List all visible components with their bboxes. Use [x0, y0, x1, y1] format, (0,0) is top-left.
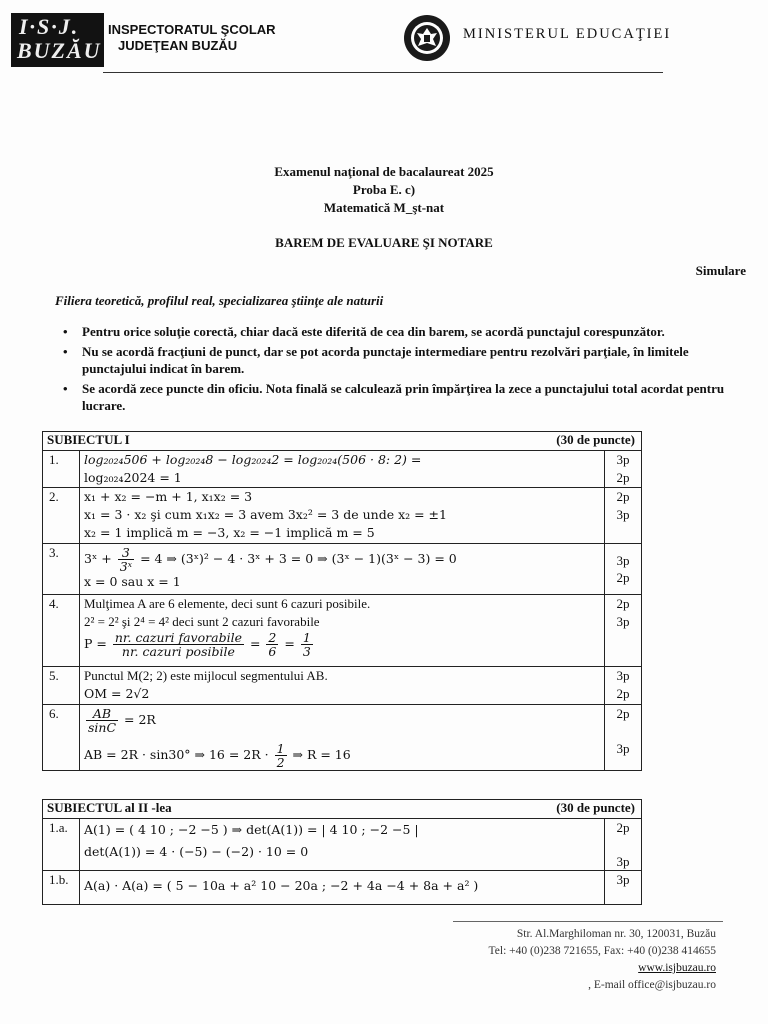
fraction-denominator: 3 — [302, 644, 311, 659]
fraction-numerator: 2 — [268, 630, 277, 645]
rules-list — [60, 323, 730, 417]
solution-part: = 2R — [124, 712, 156, 727]
table-row — [43, 871, 642, 905]
fraction-numerator: 3 — [118, 546, 134, 560]
fraction — [86, 707, 118, 734]
solution-line: log₂₀₂₄506 + log₂₀₂₄8 − log₂₀₂₄2 = log₂₀₂₄(506 · 8: 2) = — [84, 452, 422, 467]
item-points — [605, 705, 642, 771]
table-row — [43, 544, 642, 595]
fraction-denominator: sinC — [88, 720, 117, 735]
footer-phone: Tel: +40 (0)238 721655, Fax: +40 (0)238 414655 — [488, 945, 716, 957]
logo-line2: BUZĂU — [17, 38, 102, 63]
item-points — [605, 595, 642, 667]
fraction — [113, 631, 244, 658]
points-value: 2p — [616, 489, 630, 504]
solution-part: ⇒ R = 16 — [292, 747, 351, 762]
rule-item: • Se acordă zece puncte din oficiu. Nota finală se calculează prin împărţirea la zece a punctajului total acordat pentru lucrare. — [60, 380, 730, 415]
footer-website-link[interactable]: www.isjbuzau.ro — [638, 962, 716, 974]
fraction-numerator: 1 — [302, 630, 311, 645]
subject1-title: SUBIECTUL I — [47, 432, 130, 447]
points-value: 3p — [616, 452, 630, 467]
item-solution — [80, 544, 605, 595]
header-divider — [103, 72, 663, 73]
exam-proba: Proba E. c) — [352, 182, 416, 197]
points-value: 2p — [616, 470, 630, 485]
fraction — [266, 631, 278, 658]
item-number: 1. — [43, 451, 80, 488]
item-solution — [80, 595, 605, 667]
subject2-table — [42, 799, 642, 905]
inspectorat-line2: JUDEŢEAN BUZĂU — [118, 38, 238, 53]
table-row — [43, 451, 642, 488]
table-row — [43, 488, 642, 544]
solution-part: P = — [84, 636, 107, 651]
fraction-denominator: 2 — [276, 755, 285, 770]
item-number: 6. — [43, 705, 80, 771]
solution-line: 2² = 2² şi 2⁴ = 4² deci sunt 2 cazuri favorabile — [84, 614, 320, 629]
logo-line1: I·S·J. — [19, 14, 80, 39]
fraction-denominator: nr. cazuri posibile — [121, 644, 235, 659]
simulare-label: Simulare — [695, 263, 746, 278]
item-number: 1.b. — [43, 871, 80, 905]
item-number: 2. — [43, 488, 80, 544]
solution-line — [84, 705, 604, 734]
item-points — [605, 819, 642, 871]
solution-line: OM = 2√2 — [84, 686, 150, 701]
subject1-header — [43, 432, 642, 451]
solution-line — [84, 631, 604, 658]
fraction-denominator: 6 — [268, 644, 277, 659]
solution-line — [84, 734, 604, 769]
fraction — [275, 742, 287, 769]
item-points — [605, 667, 642, 705]
rule-item: • Pentru orice soluţie corectă, chiar dacă este diferită de cea din barem, se acordă punctajul corespunzător. — [60, 323, 730, 341]
item-solution — [80, 819, 605, 871]
points-value: 3p — [616, 553, 630, 568]
item-points — [605, 544, 642, 595]
solution-line: x₁ + x₂ = −m + 1, x₁x₂ = 3 — [84, 489, 253, 504]
subject1-points: (30 de puncte) — [556, 432, 635, 447]
solution-line: x₁ = 3 · x₂ şi cum x₁x₂ = 3 avem 3x₂² = 3 de unde x₂ = ±1 — [84, 507, 447, 522]
item-number: 4. — [43, 595, 80, 667]
solution-part: 3ˣ + — [84, 551, 112, 566]
subject2-points: (30 de puncte) — [556, 800, 635, 815]
inspectorat-line1: INSPECTORATUL ŞCOLAR — [108, 22, 276, 37]
solution-line: x₂ = 1 implică m = −3, x₂ = −1 implică m = 5 — [84, 525, 375, 540]
points-value: 3p — [616, 854, 630, 869]
inspectorat-name — [108, 22, 276, 54]
points-value: 3p — [616, 668, 630, 683]
fraction — [118, 546, 134, 573]
item-solution — [80, 705, 605, 771]
fraction-numerator: nr. cazuri favorabile — [114, 630, 242, 645]
points-value: 2p — [616, 686, 630, 701]
solution-line: Mulţimea A are 6 elemente, deci sunt 6 cazuri posibile. — [84, 596, 371, 611]
fraction — [301, 631, 313, 658]
item-solution — [80, 871, 605, 905]
fraction-numerator: AB — [86, 707, 118, 721]
points-value: 3p — [616, 872, 630, 887]
government-seal-icon — [403, 14, 451, 62]
isj-logo — [11, 13, 104, 67]
solution-line — [84, 544, 604, 573]
footer-divider — [453, 921, 723, 922]
solution-part: = — [284, 636, 295, 651]
footer-contact — [416, 926, 716, 994]
footer-web-line — [416, 960, 716, 994]
solution-line: det(A(1)) = 4 · (−5) − (−2) · 10 = 0 — [84, 844, 309, 859]
footer-address: Str. Al.Marghiloman nr. 30, 120031, Buzău — [516, 928, 716, 940]
item-number: 3. — [43, 544, 80, 595]
points-value: 3p — [616, 614, 630, 629]
item-points — [605, 488, 642, 544]
fraction-numerator: 1 — [276, 741, 285, 756]
table-row — [43, 819, 642, 871]
solution-part: = 4 ⇒ (3ˣ)² − 4 · 3ˣ + 3 = 0 ⇒ (3ˣ − 1)(3ˣ − 3) = 0 — [140, 551, 457, 566]
solution-line: x = 0 sau x = 1 — [84, 574, 181, 589]
item-number: 1.a. — [43, 819, 80, 871]
exam-subject: Matematică M_şt-nat — [323, 200, 445, 215]
solution-line: Punctul M(2; 2) este mijlocul segmentului AB. — [84, 668, 328, 683]
points-value: 3p — [616, 507, 630, 522]
item-solution — [80, 488, 605, 544]
exam-title: Examenul naţional de bacalaureat 2025 — [274, 164, 494, 179]
subject1-table — [42, 431, 642, 771]
footer-email: , E-mail office@isjbuzau.ro — [588, 979, 716, 991]
points-value: 2p — [616, 570, 630, 585]
points-value: 2p — [616, 596, 630, 611]
table-row — [43, 595, 642, 667]
item-number: 5. — [43, 667, 80, 705]
table-row — [43, 667, 642, 705]
solution-part: = — [249, 636, 261, 651]
subject2-title: SUBIECTUL al II -lea — [47, 800, 172, 815]
fraction-denominator: 3ˣ — [119, 559, 133, 574]
item-points — [605, 451, 642, 488]
item-points — [605, 871, 642, 905]
item-solution — [80, 667, 605, 705]
table-row — [43, 705, 642, 771]
solution-line: log₂₀₂₄2024 = 1 — [84, 470, 182, 485]
solution-part: AB = 2R · sin30° ⇒ 16 = 2R · — [84, 747, 269, 762]
points-value: 2p — [616, 820, 630, 835]
rule-item: • Nu se acordă fracţiuni de punct, dar se pot acorda punctaje intermediare pentru rezolvări parţiale, în limitele punctajului indicat în barem. — [60, 343, 730, 378]
item-solution — [80, 451, 605, 488]
solution-line: A(a) · A(a) = ( 5 − 10a + a² 10 − 20a ; −2 + 4a −4 + 8a + a² ) — [84, 878, 479, 893]
subject2-header — [43, 800, 642, 819]
points-value: 3p — [616, 741, 630, 756]
points-value: 2p — [616, 706, 630, 721]
solution-line: A(1) = ( 4 10 ; −2 −5 ) ⇒ det(A(1)) = | 4 10 ; −2 −5 | — [84, 822, 419, 837]
filiera-line: Filiera teoretică, profilul real, specializarea ştiinţe ale naturii — [55, 293, 384, 308]
barem-title: BAREM DE EVALUARE ŞI NOTARE — [275, 235, 493, 250]
ministry-name: MINISTERUL EDUCAŢIEI — [463, 26, 672, 42]
